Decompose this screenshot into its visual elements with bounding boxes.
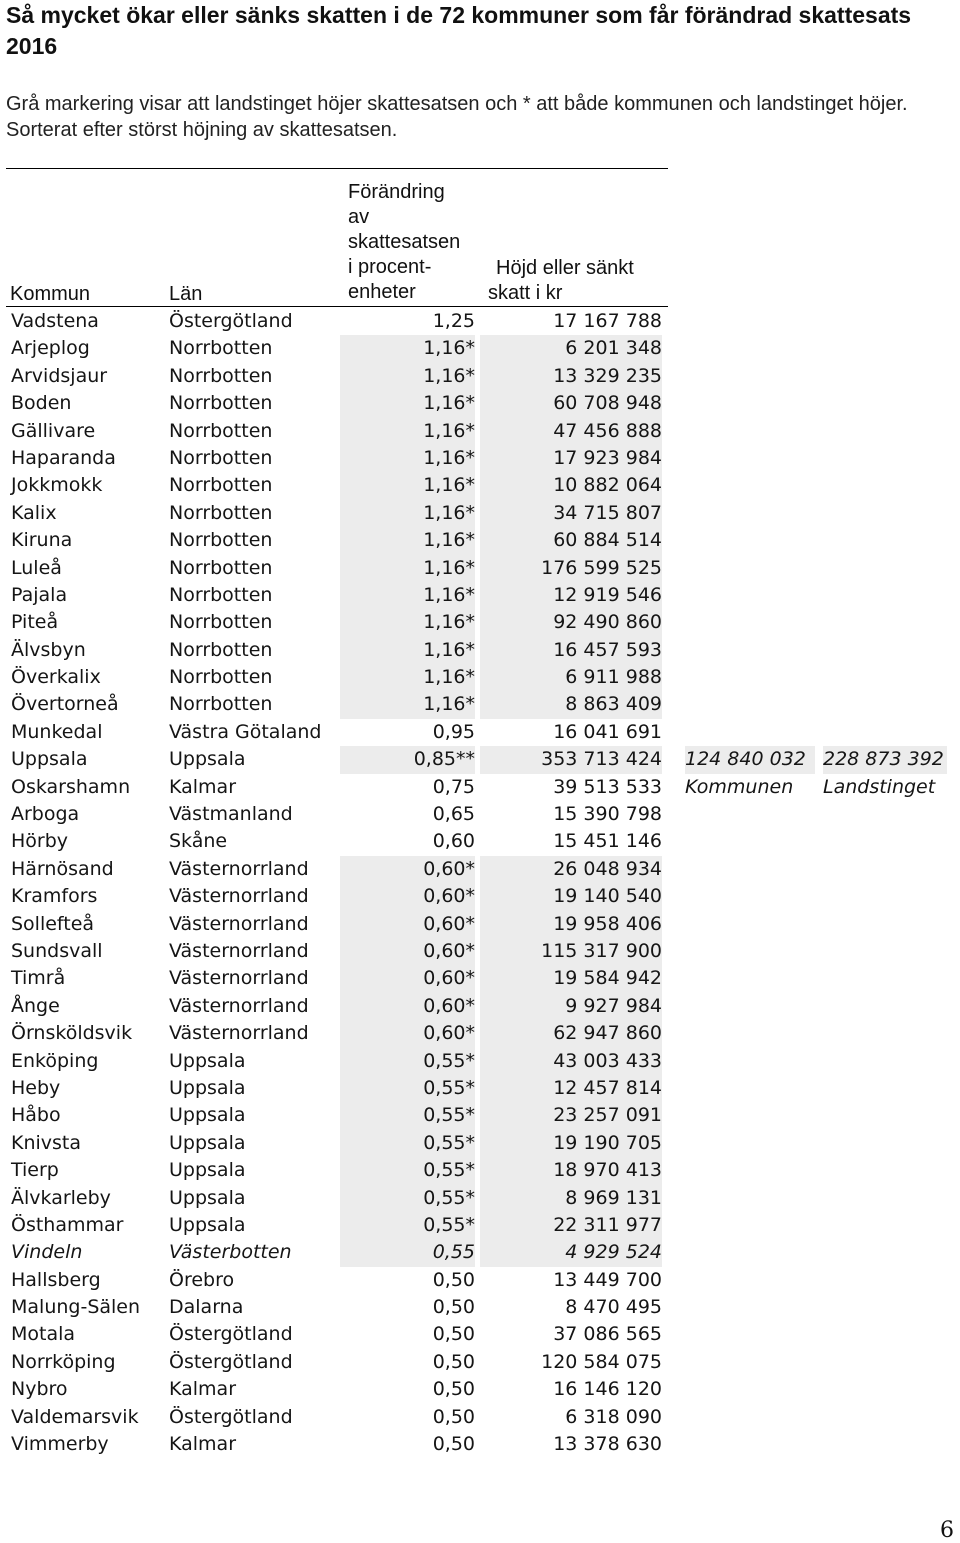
table-row <box>0 445 960 472</box>
cell-change: 0,50 <box>432 1268 475 1291</box>
cell-lan: Uppsala <box>169 1076 246 1099</box>
cell-kr: 19 190 705 <box>480 1130 662 1157</box>
cell-lan: Östergötland <box>169 1350 293 1373</box>
cell-change: 1,16* <box>340 500 475 527</box>
header-change-line: enheter <box>348 281 416 303</box>
cell-kommun: Sundsvall <box>11 939 103 962</box>
table-row <box>0 609 960 636</box>
cell-kr: 19 958 406 <box>480 911 662 938</box>
cell-kr: 22 311 977 <box>480 1212 662 1239</box>
header-lan: Län <box>169 283 203 305</box>
header-change-line: Förändring <box>348 181 445 203</box>
cell-change: 1,16* <box>340 363 475 390</box>
cell-change: 0,55* <box>340 1130 475 1157</box>
cell-kommun: Piteå <box>11 611 59 634</box>
cell-kr: 62 947 860 <box>480 1020 662 1047</box>
cell-kommun: Haparanda <box>11 446 116 469</box>
cell-kr: 13 378 630 <box>553 1433 662 1456</box>
cell-kr: 92 490 860 <box>480 609 662 636</box>
cell-lan: Västernorrland <box>169 912 309 935</box>
table-row <box>0 472 960 499</box>
cell-kommun: Timrå <box>11 967 66 990</box>
cell-kr: 18 970 413 <box>480 1157 662 1184</box>
cell-kommun: Enköping <box>11 1049 99 1072</box>
cell-kr: 19 140 540 <box>480 883 662 910</box>
cell-lan: Västerbotten <box>169 1241 292 1264</box>
table-row <box>0 1212 960 1239</box>
page-number: 6 <box>940 1518 954 1543</box>
cell-change: 1,16* <box>340 418 475 445</box>
cell-kommun: Luleå <box>11 556 62 579</box>
cell-kr: 47 456 888 <box>480 418 662 445</box>
cell-kr: 12 457 814 <box>480 1075 662 1102</box>
cell-kr: 17 167 788 <box>553 310 662 332</box>
cell-kommun: Motala <box>11 1323 76 1346</box>
cell-kr: 12 919 546 <box>480 582 662 609</box>
cell-kommun: Sollefteå <box>11 912 95 935</box>
cell-change: 1,16* <box>340 527 475 554</box>
cell-kr: 10 882 064 <box>480 472 662 499</box>
cell-kommun: Östhammar <box>11 1213 124 1236</box>
table-row <box>0 1321 960 1348</box>
cell-kr: 120 584 075 <box>541 1350 662 1373</box>
table-row <box>0 308 960 335</box>
cell-kommun: Kramfors <box>11 885 98 908</box>
cell-kr: 176 599 525 <box>480 555 662 582</box>
table-row <box>0 1102 960 1129</box>
cell-change: 1,16* <box>340 609 475 636</box>
table-row <box>0 774 960 801</box>
cell-lan: Uppsala <box>169 748 246 771</box>
cell-kommun: Härnösand <box>11 857 114 880</box>
cell-kommun: Hallsberg <box>11 1268 101 1291</box>
cell-change: 0,55* <box>340 1102 475 1129</box>
table-row <box>0 555 960 582</box>
cell-lan: Norrbotten <box>169 638 273 661</box>
header-change-line: av <box>348 206 370 228</box>
cell-change: 1,16* <box>340 555 475 582</box>
cell-kr: 13 329 235 <box>480 363 662 390</box>
cell-change: 1,16* <box>340 335 475 362</box>
table-row <box>0 363 960 390</box>
table-row <box>0 828 960 855</box>
cell-lan: Västernorrland <box>169 857 309 880</box>
cell-change: 0,55* <box>340 1157 475 1184</box>
cell-kommun: Älvkarleby <box>11 1186 111 1209</box>
cell-kommun: Uppsala <box>11 748 88 771</box>
cell-lan: Norrbotten <box>169 419 273 442</box>
cell-kr: 6 911 988 <box>480 664 662 691</box>
cell-lan: Norrbotten <box>169 501 273 524</box>
cell-extra-kommunen: 124 840 032 <box>685 746 815 773</box>
cell-lan: Östergötland <box>169 310 293 332</box>
header-change <box>348 180 478 305</box>
cell-change: 0,60* <box>340 993 475 1020</box>
cell-kommun: Kiruna <box>11 529 73 552</box>
table-row <box>0 1404 960 1431</box>
cell-kommun: Oskarshamn <box>11 775 131 798</box>
cell-kommun: Ånge <box>11 994 60 1017</box>
cell-kr: 8 969 131 <box>480 1185 662 1212</box>
cell-kr: 16 041 691 <box>553 720 662 743</box>
cell-kr: 6 201 348 <box>480 335 662 362</box>
cell-lan: Uppsala <box>169 1131 246 1154</box>
cell-lan: Kalmar <box>169 1433 237 1456</box>
cell-lan: Västernorrland <box>169 885 309 908</box>
cell-change: 0,55 <box>340 1239 475 1266</box>
table-row <box>0 1157 960 1184</box>
cell-lan: Norrbotten <box>169 392 273 415</box>
header-kr-line: skatt i kr <box>488 282 563 304</box>
table-row <box>0 856 960 883</box>
cell-change: 0,55* <box>340 1075 475 1102</box>
cell-kr: 15 451 146 <box>553 830 662 853</box>
cell-change: 0,50 <box>432 1378 475 1401</box>
cell-lan: Örebro <box>169 1268 235 1291</box>
cell-kr: 60 708 948 <box>480 390 662 417</box>
cell-change: 0,60 <box>432 830 475 853</box>
table-row <box>0 1239 960 1266</box>
cell-change: 1,25 <box>432 310 475 332</box>
cell-kr: 353 713 424 <box>480 746 662 773</box>
cell-kommun: Munkedal <box>11 720 103 743</box>
table-row <box>0 691 960 718</box>
cell-lan: Norrbotten <box>169 611 273 634</box>
cell-lan: Uppsala <box>169 1104 246 1127</box>
cell-lan: Uppsala <box>169 1159 246 1182</box>
table-row <box>0 965 960 992</box>
cell-change: 0,50 <box>432 1296 475 1319</box>
cell-kr: 43 003 433 <box>480 1048 662 1075</box>
cell-change: 0,55* <box>340 1212 475 1239</box>
cell-kr: 16 457 593 <box>480 637 662 664</box>
cell-lan: Norrbotten <box>169 474 273 497</box>
table-row <box>0 719 960 746</box>
cell-change: 0,50 <box>432 1350 475 1373</box>
cell-lan: Västernorrland <box>169 967 309 990</box>
cell-lan: Östergötland <box>169 1323 293 1346</box>
cell-kr: 60 884 514 <box>480 527 662 554</box>
cell-change: 1,16* <box>340 445 475 472</box>
cell-change: 0,50 <box>432 1433 475 1456</box>
cell-lan: Uppsala <box>169 1049 246 1072</box>
cell-kr: 34 715 807 <box>480 500 662 527</box>
cell-lan: Västernorrland <box>169 1022 309 1045</box>
cell-extra-landstinget: 228 873 392 <box>823 746 947 773</box>
table-row <box>0 746 960 773</box>
cell-kr: 13 449 700 <box>553 1268 662 1291</box>
cell-kommun: Vindeln <box>11 1241 83 1264</box>
table-row <box>0 993 960 1020</box>
cell-lan: Norrbotten <box>169 337 273 360</box>
cell-change: 0,75 <box>432 775 475 798</box>
cell-kommun: Arjeplog <box>11 337 90 360</box>
cell-lan: Norrbotten <box>169 556 273 579</box>
cell-change: 0,95 <box>432 720 475 743</box>
cell-change: 0,60* <box>340 883 475 910</box>
table-row <box>0 911 960 938</box>
cell-kr: 9 927 984 <box>480 993 662 1020</box>
table-row <box>0 664 960 691</box>
cell-kr: 16 146 120 <box>553 1378 662 1401</box>
cell-change: 0,55* <box>340 1185 475 1212</box>
cell-lan: Kalmar <box>169 1378 237 1401</box>
cell-change: 0,50 <box>432 1323 475 1346</box>
table-row <box>0 1267 960 1294</box>
cell-extra-kommunen: Kommunen <box>685 775 794 798</box>
cell-kommun: Gällivare <box>11 419 96 442</box>
cell-kr: 8 470 495 <box>565 1296 662 1319</box>
table-row <box>0 390 960 417</box>
cell-change: 0,65 <box>432 803 475 826</box>
header-change-line: skattesatsen <box>348 231 461 253</box>
header-kr-line: Höjd eller sänkt <box>496 257 634 279</box>
data-table-body <box>0 308 960 1458</box>
document-subtitle: Grå markering visar att landstinget höjer skattesatsen och * att både kommunen och landstinget höjer. Sorterat efter störst höjning av skattesatsen. <box>6 93 908 141</box>
cell-kr: 6 318 090 <box>565 1405 662 1428</box>
cell-lan: Norrbotten <box>169 446 273 469</box>
header-change-line: i procent- <box>348 256 432 278</box>
cell-kr: 17 923 984 <box>480 445 662 472</box>
table-row <box>0 335 960 362</box>
cell-change: 0,55* <box>340 1048 475 1075</box>
cell-change: 1,16* <box>340 582 475 609</box>
cell-kommun: Hörby <box>11 830 69 853</box>
table-row <box>0 801 960 828</box>
cell-change: 0,60* <box>340 911 475 938</box>
cell-kommun: Valdemarsvik <box>11 1405 139 1428</box>
cell-lan: Dalarna <box>169 1296 244 1319</box>
cell-kr: 23 257 091 <box>480 1102 662 1129</box>
table-row <box>0 418 960 445</box>
table-row <box>0 527 960 554</box>
cell-kommun: Kalix <box>11 501 57 524</box>
cell-lan: Östergötland <box>169 1405 293 1428</box>
cell-lan: Uppsala <box>169 1213 246 1236</box>
cell-change: 0,85** <box>340 746 475 773</box>
cell-kommun: Arboga <box>11 803 80 826</box>
cell-lan: Norrbotten <box>169 666 273 689</box>
cell-lan: Västmanland <box>169 803 293 826</box>
cell-change: 0,60* <box>340 1020 475 1047</box>
table-row <box>0 1349 960 1376</box>
table-row <box>0 1020 960 1047</box>
cell-change: 0,60* <box>340 856 475 883</box>
cell-kr: 26 048 934 <box>480 856 662 883</box>
header-kommun: Kommun <box>10 283 91 305</box>
cell-lan: Västernorrland <box>169 939 309 962</box>
cell-kr: 37 086 565 <box>553 1323 662 1346</box>
cell-kommun: Boden <box>11 392 72 415</box>
table-row <box>0 582 960 609</box>
cell-kommun: Knivsta <box>11 1131 82 1154</box>
table-row <box>0 1130 960 1157</box>
table-row <box>0 1294 960 1321</box>
cell-change: 1,16* <box>340 637 475 664</box>
table-row <box>0 1075 960 1102</box>
cell-kommun: Arvidsjaur <box>11 364 108 387</box>
table-row <box>0 883 960 910</box>
cell-kommun: Norrköping <box>11 1350 116 1373</box>
cell-change: 1,16* <box>340 472 475 499</box>
cell-kommun: Älvsbyn <box>11 638 86 661</box>
cell-change: 1,16* <box>340 664 475 691</box>
cell-kommun: Nybro <box>11 1378 68 1401</box>
table-row <box>0 1431 960 1458</box>
table-row <box>0 637 960 664</box>
table-row <box>0 938 960 965</box>
cell-extra-landstinget: Landstinget <box>823 775 936 798</box>
cell-kommun: Övertorneå <box>11 693 119 716</box>
document-title: Så mycket ökar eller sänks skatten i de 72 kommuner som får förändrad skattesats 2016 <box>6 2 912 59</box>
cell-kommun: Heby <box>11 1076 61 1099</box>
table-row <box>0 1185 960 1212</box>
cell-kommun: Överkalix <box>11 666 101 689</box>
cell-kr: 15 390 798 <box>553 803 662 826</box>
cell-kommun: Pajala <box>11 583 68 606</box>
header-kr <box>488 256 663 306</box>
cell-lan: Västernorrland <box>169 994 309 1017</box>
cell-kommun: Vimmerby <box>11 1433 109 1456</box>
table-top-rule <box>6 168 668 169</box>
cell-kr: 8 863 409 <box>480 691 662 718</box>
cell-lan: Västra Götaland <box>169 720 322 743</box>
cell-kr: 4 929 524 <box>480 1239 662 1266</box>
cell-kommun: Malung-Sälen <box>11 1296 141 1319</box>
cell-lan: Uppsala <box>169 1186 246 1209</box>
cell-kr: 115 317 900 <box>480 938 662 965</box>
table-row <box>0 1376 960 1403</box>
cell-change: 1,16* <box>340 390 475 417</box>
cell-change: 0,60* <box>340 938 475 965</box>
cell-change: 1,16* <box>340 691 475 718</box>
cell-change: 0,60* <box>340 965 475 992</box>
cell-lan: Kalmar <box>169 775 237 798</box>
cell-lan: Norrbotten <box>169 529 273 552</box>
cell-lan: Norrbotten <box>169 583 273 606</box>
cell-kr: 39 513 533 <box>553 775 662 798</box>
cell-kr: 19 584 942 <box>480 965 662 992</box>
cell-kommun: Örnsköldsvik <box>11 1022 133 1045</box>
cell-lan: Norrbotten <box>169 693 273 716</box>
table-row <box>0 500 960 527</box>
cell-kommun: Håbo <box>11 1104 61 1127</box>
table-row <box>0 1048 960 1075</box>
cell-lan: Norrbotten <box>169 364 273 387</box>
table-header-rule <box>6 306 668 307</box>
cell-kommun: Jokkmokk <box>11 474 103 497</box>
cell-kommun: Tierp <box>11 1159 59 1182</box>
cell-kommun: Vadstena <box>11 310 99 332</box>
cell-change: 0,50 <box>432 1405 475 1428</box>
cell-lan: Skåne <box>169 830 228 853</box>
